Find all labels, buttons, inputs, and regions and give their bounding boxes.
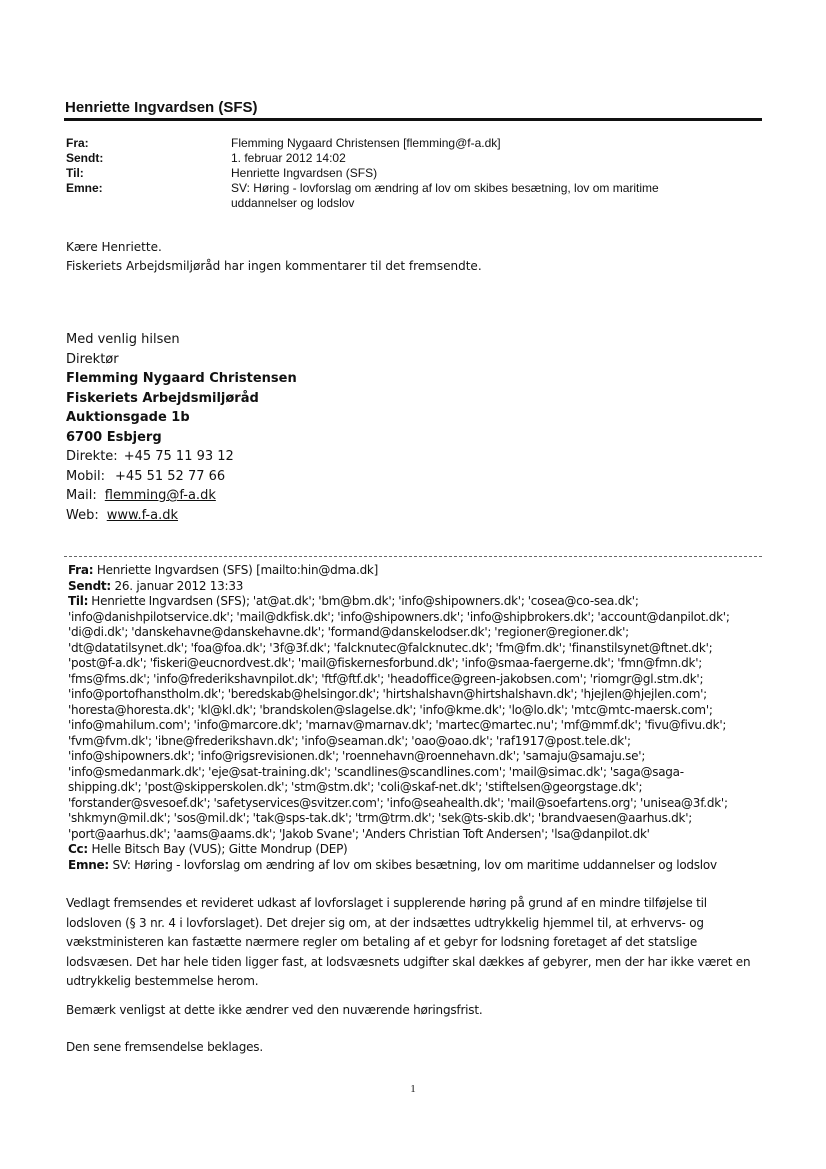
fwd-to-line: 'port@aarhus.dk'; 'aams@aams.dk'; 'Jakob Svane'; 'Anders Christian Toft Andersen'; 'lsa@danpilot.dk' (68, 826, 650, 841)
sig-web-link[interactable]: www.f-a.dk (106, 507, 179, 523)
meta-sent (66, 151, 766, 166)
forwarded-header (68, 563, 768, 873)
fwd-from-label: Fra: (68, 563, 94, 577)
meta-subject-value: SV: Høring - lovforslag om ændring af lov om skibes besætning, lov om maritime uddannelser og lodslov (231, 181, 659, 210)
message-body (66, 238, 482, 276)
fwd-to-line: 'info@mahilum.com'; 'info@marcore.dk'; 'marnav@marnav.dk'; 'martec@martec.nu'; 'mf@mmf.dk'; 'fivu@fivu.dk'; (68, 718, 727, 732)
fwd-to-line: 'info@danishpilotservice.dk'; 'mail@dkfisk.dk'; 'info@shipowners.dk'; 'info@shipbrokers.dk'; 'account@danpilot.dk'; (68, 609, 730, 624)
email-meta (66, 136, 766, 211)
fwd-to-line: 'horesta@horesta.dk'; 'kl@kl.dk'; 'brandskolen@slagelse.dk'; 'info@kme.dk'; 'lo@lo.dk'; 'mtc@mtc-maersk.com'; (68, 702, 713, 717)
meta-from (66, 136, 766, 151)
meta-from-value: Flemming Nygaard Christensen [flemming@f-a.dk] (231, 136, 501, 150)
fwd-to-line: 'info@smedanmark.dk'; 'eje@sat-training.dk'; 'scandlines@scandlines.com'; 'mail@simac.dk'; 'saga@saga- (68, 764, 684, 779)
fwd-to-line: 'dt@datatilsynet.dk'; 'foa@foa.dk'; '3f@3f.dk'; 'falcknutec@falcknutec.dk'; 'fm@fm.dk'; 'finanstilsynet@ftnet.dk'; (68, 640, 713, 655)
sig-org: Fiskeriets Arbejdsmiljøråd (66, 390, 259, 406)
fwd-to-line: 'di@di.dk'; 'danskehavne@danskehavne.dk'; 'formand@danskelodser.dk'; 'regioner@regioner.dk'; (68, 625, 629, 639)
sig-direct-label: Direkte: (66, 449, 118, 464)
fwd-to-line: 'fvm@fvm.dk'; 'ibne@frederikshavn.dk'; 'info@seaman.dk'; 'oao@oao.dk'; 'raf1917@post.tele.dk'; (68, 733, 631, 748)
fwd-to-line: 'forstander@svesoef.dk'; 'safetyservices@svitzer.com'; 'info@seahealth.dk'; 'mail@soefartens.org'; 'unisea@3f.dk'; (68, 795, 728, 810)
fwd-to (68, 594, 768, 842)
fwd-to-line: 'post@f-a.dk'; 'fiskeri@eucnordvest.dk'; 'mail@fiskernesforbund.dk'; 'info@smaa-faergerne.dk'; 'fmn@fmn.dk'; (68, 656, 703, 670)
signature (66, 330, 297, 525)
fwd-sent-value: 26. januar 2012 13:33 (114, 578, 244, 593)
fwd-to-line: 'info@portofhanstholm.dk'; 'beredskab@helsingor.dk'; 'hirtshalshavn@hirtshalshavn.dk'; 'hjejlen@hjejlen.com'; (68, 687, 707, 701)
sig-direct-value: +45 75 11 93 12 (123, 449, 234, 464)
fwd-subject (68, 858, 768, 874)
paragraph-3: Den sene fremsendelse beklages. (66, 1040, 263, 1054)
sig-street: Auktionsgade 1b (66, 410, 190, 425)
fwd-to-line: 'shkmyn@mil.dk'; 'sos@mil.dk'; 'tak@sps-tak.dk'; 'trm@trm.dk'; 'sek@ts-skib.dk'; 'brandvaesen@aarhus.dk'; (68, 811, 693, 825)
fwd-to-line: shipping.dk'; 'post@skipperskolen.dk'; 'stm@stm.dk'; 'coli@skaf-net.dk'; 'stiftelsen@georgstage.dk'; (68, 780, 643, 794)
sig-web-label: Web: (66, 507, 99, 523)
fwd-to-label: Til: (68, 594, 89, 608)
meta-from-label: Fra: (66, 136, 89, 150)
sig-mobile-label: Mobil: (66, 468, 106, 484)
sig-direct (66, 447, 297, 467)
paragraph-line: udtrykkelig bestemmelse herom. (66, 974, 259, 988)
paragraph-line: lodsvæsen. Det har hele tiden ligger fast, at lodsvæsnets udgifter skal dækkes af gebyrer, men der har ikke været en (66, 954, 751, 969)
sig-mobile (66, 467, 297, 487)
sig-mail-label: Mail: (66, 488, 97, 503)
header-name: Henriette Ingvardsen (SFS) (65, 99, 258, 116)
sig-name: Flemming Nygaard Christensen (66, 371, 297, 386)
fwd-from (68, 563, 768, 579)
paragraph-1 (66, 894, 766, 992)
fwd-to-line (68, 594, 768, 610)
sig-mail-link[interactable]: flemming@f-a.dk (104, 488, 216, 503)
fwd-sent-label: Sendt: (68, 578, 111, 593)
fwd-cc (68, 842, 768, 858)
meta-to-label: Til: (66, 166, 84, 180)
meta-to (66, 166, 766, 181)
fwd-subject-value: SV: Høring - lovforslag om ændring af lov om skibes besætning, lov om maritime uddannelser og lodslov (112, 857, 717, 872)
page-number: 1 (410, 1083, 416, 1095)
meta-sent-label: Sendt: (66, 151, 104, 165)
fwd-cc-label: Cc: (68, 842, 88, 856)
meta-sent-value: 1. februar 2012 14:02 (231, 151, 346, 165)
sig-title: Direktør (66, 351, 119, 367)
forward-divider (64, 556, 762, 558)
paragraph-line: lodsloven (§ 3 nr. 4 i lovforslaget). Det drejer sig om, at der indsættes udtrykkelig hjemmel til, at erhvervs- og (66, 915, 704, 930)
fwd-to-line: 'fms@fms.dk'; 'info@frederikshavnpilot.dk'; 'ftf@ftf.dk'; 'headoffice@green-jakobsen.com'; 'riomgr@gl.stm.dk'; (68, 671, 704, 686)
sig-city: 6700 Esbjerg (66, 429, 162, 445)
message-text: Fiskeriets Arbejdsmiljøråd har ingen kommentarer til det fremsendte. (66, 259, 482, 273)
sig-mail (66, 486, 297, 506)
fwd-to-text: Henriette Ingvardsen (SFS); 'at@at.dk'; 'bm@bm.dk'; 'info@shipowners.dk'; 'cosea@co-sea.dk'; (91, 594, 639, 608)
paragraph-line: vækstministeren kan fastætte nærmere regler om betaling af et gebyr for lodsning foretaget af det statslige (66, 935, 698, 949)
fwd-sent (68, 579, 768, 595)
fwd-from-value: Henriette Ingvardsen (SFS) [mailto:hin@dma.dk] (96, 563, 379, 577)
paragraph-line: Vedlagt fremsendes et revideret udkast af lovforslaget i supplerende høring på grund af en mindre tilføjelse til (66, 896, 707, 910)
sig-mobile-value: +45 51 52 77 66 (115, 468, 226, 484)
meta-subject-label: Emne: (66, 181, 103, 195)
sig-web (66, 506, 297, 526)
sig-closing: Med venlig hilsen (66, 332, 180, 347)
meta-subject (66, 181, 766, 211)
header-rule (64, 118, 762, 121)
fwd-subject-label: Emne: (68, 857, 109, 872)
paragraph-2: Bemærk venligst at dette ikke ændrer ved den nuværende høringsfrist. (66, 1003, 483, 1017)
fwd-cc-value: Helle Bitsch Bay (VUS); Gitte Mondrup (DEP) (91, 842, 348, 856)
meta-to-value: Henriette Ingvardsen (SFS) (231, 166, 378, 180)
fwd-to-line: 'info@shipowners.dk'; 'info@rigsrevisionen.dk'; 'roennehavn@roennehavn.dk'; 'samaju@samaju.se'; (68, 749, 646, 763)
greeting: Kære Henriette. (66, 240, 162, 254)
